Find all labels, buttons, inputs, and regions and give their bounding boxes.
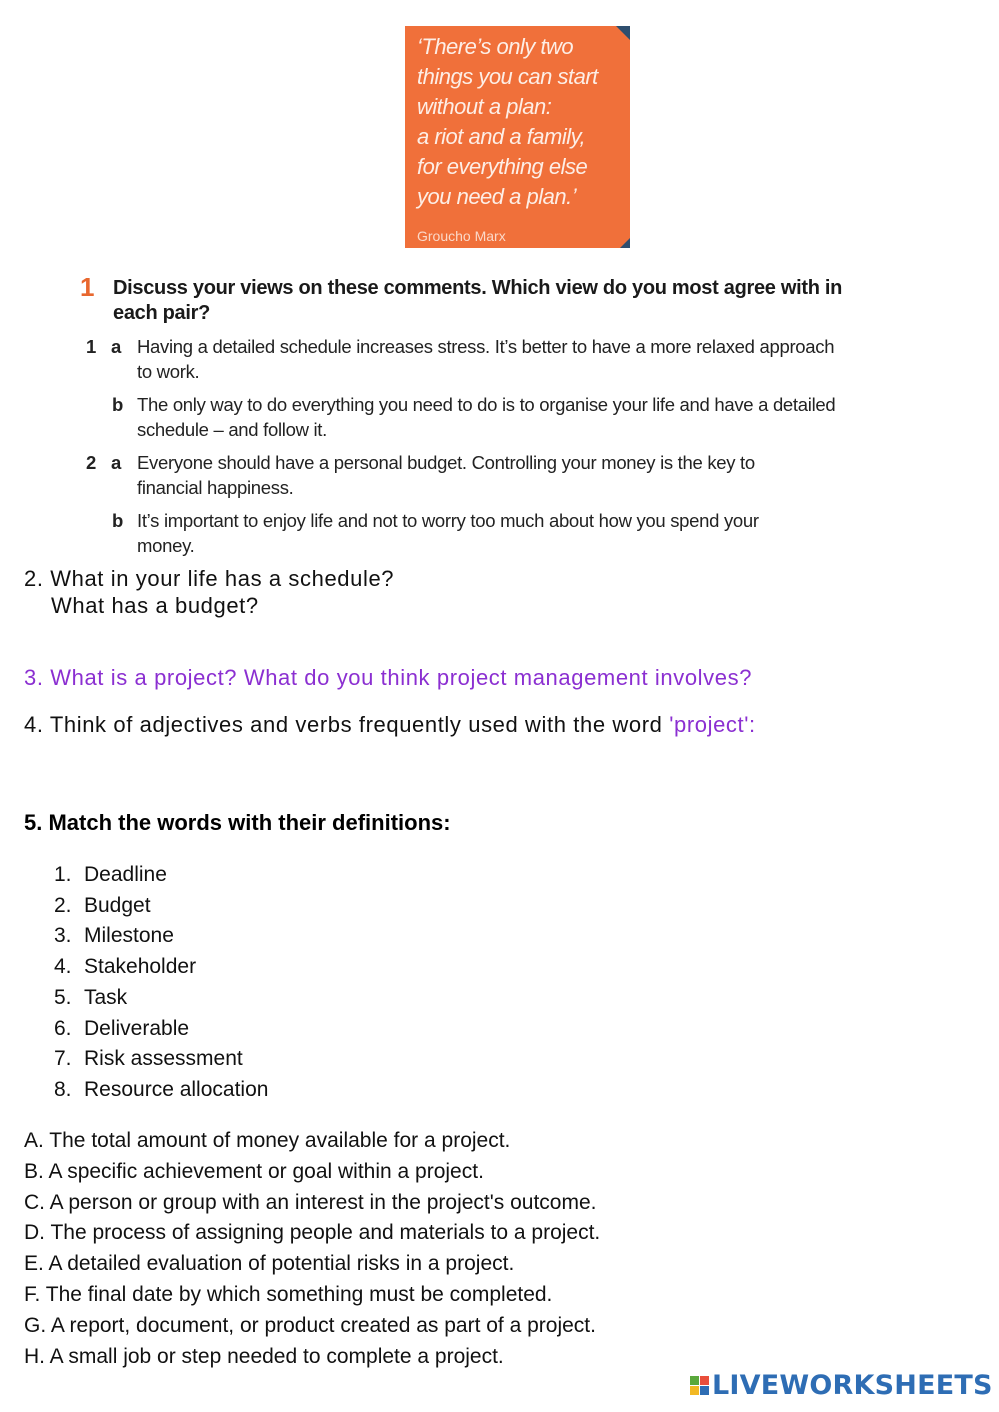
comment-item: Having a detailed schedule increases stress. It’s better to have a more relaxed approach to work. (137, 336, 835, 382)
list-item (54, 1075, 268, 1106)
word-list (54, 860, 268, 1106)
list-item (54, 921, 268, 952)
list-item (54, 1014, 268, 1045)
quote-line: ‘There’s only two (417, 34, 574, 59)
definition-list (24, 1126, 600, 1372)
quote-card (405, 26, 630, 248)
comment-item: It’s important to enjoy life and not to worry too much about how you spend your money. (137, 510, 759, 556)
pair-number: 1 (86, 336, 97, 357)
quote-line: for everything else (417, 154, 588, 179)
definition-item: B. A specific achievement or goal within a project. (24, 1159, 484, 1183)
definition-item: C. A person or group with an interest in the project's outcome. (24, 1190, 597, 1214)
quote-line: things you can start (417, 64, 598, 89)
item-letter: b (112, 510, 124, 531)
word: Deliverable (84, 1016, 190, 1040)
exercise-number: 1 (80, 272, 95, 302)
exercise-heading: Discuss your views on these comments. Which view do you most agree with in each pair? (113, 277, 843, 324)
logo-icon (690, 1376, 709, 1395)
comment-item: The only way to do everything you need to do is to organise your life and have a detailed schedule – and follow it. (137, 394, 836, 440)
word: Deadline (84, 863, 167, 886)
list-item (54, 1044, 268, 1075)
list-item (54, 952, 268, 983)
word-number: 3. (54, 924, 72, 948)
item-letter: a (111, 336, 122, 357)
liveworksheets-logo[interactable] (690, 1370, 993, 1401)
definition-item: G. A report, document, or product created as part of a project. (24, 1313, 596, 1337)
word: Risk assessment (84, 1047, 243, 1071)
question-4-text: 4. Think of adjectives and verbs frequently used with the word (24, 712, 670, 737)
word: Resource allocation (84, 1077, 269, 1101)
word: Budget (84, 893, 151, 917)
question-2-line-2: What has a budget? (51, 593, 259, 618)
question-3: 3. What is a project? What do you think project management involves? (24, 665, 753, 690)
word: Milestone (84, 924, 174, 948)
quote-line: you need a plan.’ (417, 184, 577, 209)
question-4 (24, 712, 756, 738)
quote-author: Groucho Marx (417, 228, 506, 244)
definition-item: F. The final date by which something must be completed. (24, 1282, 553, 1306)
word-number: 5. (54, 985, 72, 1009)
definition-item: D. The process of assigning people and materials to a project. (24, 1221, 601, 1245)
word-number: 7. (54, 1047, 72, 1071)
definition-item: E. A detailed evaluation of potential risks in a project. (24, 1252, 515, 1276)
item-letter: b (112, 394, 124, 415)
pair-number: 2 (86, 452, 97, 473)
question-2-line-1: 2. What in your life has a schedule? (24, 566, 395, 591)
question-5: 5. Match the words with their definitions: (24, 810, 451, 835)
list-item (54, 891, 268, 922)
word-number: 8. (54, 1077, 72, 1101)
list-item (54, 860, 268, 891)
comment-item: Everyone should have a personal budget. Controlling your money is the key to financial happiness. (137, 452, 755, 498)
word: Task (84, 985, 128, 1009)
word: Stakeholder (84, 955, 197, 979)
logo-text: LIVEWORKSHEETS (712, 1370, 993, 1401)
definition-item: H. A small job or step needed to complete a project. (24, 1344, 504, 1368)
list-item (54, 983, 268, 1014)
word-number: 1. (54, 863, 72, 886)
word-number: 6. (54, 1016, 72, 1040)
definition-item: A. The total amount of money available for a project. (24, 1129, 511, 1152)
question-4-word: 'project': (669, 712, 756, 737)
word-number: 2. (54, 893, 72, 917)
quote-line: without a plan: (417, 94, 552, 119)
quote-line: a riot and a family, (417, 124, 586, 149)
item-letter: a (111, 452, 122, 473)
word-number: 4. (54, 955, 72, 979)
